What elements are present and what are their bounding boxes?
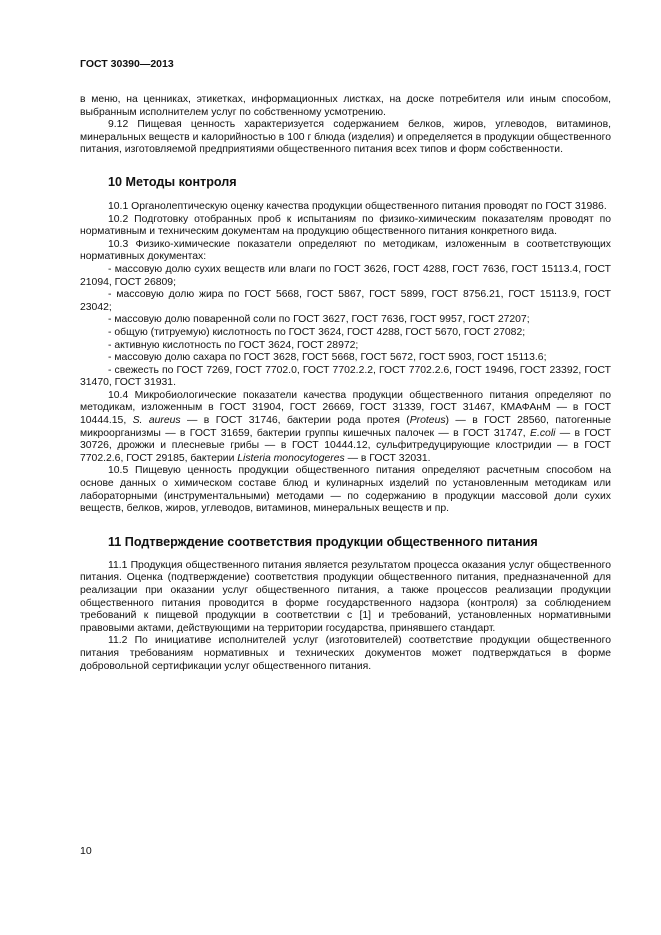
list-item: - свежесть по ГОСТ 7269, ГОСТ 7702.0, ГОСТ 7702.2.2, ГОСТ 7702.2.6, ГОСТ 19496, ГОСТ 23392, ГОСТ 31470, ГОСТ 31931. (80, 364, 611, 389)
paragraph-10-4 (80, 390, 611, 466)
paragraph-9-12: 9.12 Пищевая ценность характеризуется содержанием белков, жиров, углеводов, витаминов, минеральных веществ и калорийностью в 100 г блюда (изделия) и определяется в продукции общественного питания, изготовляемой предприятиями общественного питания всех типов и форм собственности. (80, 119, 611, 156)
list-item: - массовую долю сахара по ГОСТ 3628, ГОСТ 5668, ГОСТ 5672, ГОСТ 5903, ГОСТ 15113.6; (108, 352, 547, 364)
document-header: ГОСТ 30390—2013 (80, 58, 174, 70)
paragraph-10-2: 10.2 Подготовку отобранных проб к испытаниям по физико-химическим показателям проводят по нормативным и техническим документам на продукцию общественного питания конкретного вида. (80, 213, 611, 238)
list-item: - массовую долю жира по ГОСТ 5668, ГОСТ 5867, ГОСТ 5899, ГОСТ 8756.21, ГОСТ 15113.9, ГОСТ 23042; (80, 289, 611, 313)
list-item: - массовую долю сухих веществ или влаги по ГОСТ 3626, ГОСТ 4288, ГОСТ 7636, ГОСТ 15113.4, ГОСТ 21094, ГОСТ 26809; (80, 263, 611, 288)
paragraph-10-1: 10.1 Органолептическую оценку качества продукции общественного питания проводят по ГОСТ 31986. (108, 200, 607, 212)
italic-term: Listeria monocytogeres (237, 452, 345, 464)
text-run: — в ГОСТ 30726, дрожжи и плесневые грибы — в ГОСТ 10444.12, сульфитредуцирующие клостридии — в ГОСТ 7702.2.6, ГОСТ 29185, бактерии (80, 427, 612, 464)
paragraph-11-2: 11.2 По инициативе исполнителей услуг (изготовителей) соответствие продукции общественного питания требованиям нормативных и технических документов может подтверждаться в форме добровольной сертификации услуг общественного питания. (80, 635, 611, 672)
text-run: — в ГОСТ 31746, бактерии рода протея ( (180, 415, 410, 427)
text-run: 10.4 Микробиологические показатели качества продукции общественного питания определяют по методикам, изложенным в ГОСТ 31904, ГОСТ 26669, ГОСТ 31339, ГОСТ 31467, КМАФАнМ — в ГОСТ 10444.15, (80, 389, 611, 427)
italic-term: E.coli (530, 427, 556, 439)
italic-term: Proteus (409, 415, 446, 427)
paragraph-continuation: в меню, на ценниках, этикетках, информационных листках, на доске потребителя или иным способом, выбранным исполнителем услуг по собственному усмотрению. (80, 94, 611, 118)
list-item: - общую (титруемую) кислотность по ГОСТ 3624, ГОСТ 4288, ГОСТ 5670, ГОСТ 27082; (108, 326, 526, 338)
paragraph-10-3: 10.3 Физико-химические показатели определяют по методикам, изложенным в соответствующих нормативных документах: (80, 238, 611, 263)
list-item: - массовую долю поваренной соли по ГОСТ 3627, ГОСТ 7636, ГОСТ 9957, ГОСТ 27207; (108, 314, 530, 326)
paragraph-11-1: 11.1 Продукция общественного питания является результатом процесса оказания услуг общественного питания. Оценка (подтверждение) соответствия продукции общественного питания, предназначенной для реализации при оказании услуг общественного питания, а также процессов реализации продукции общественного питания проводится в форме государственного надзора (контроля) за соблюдением требований к пищевой продукции в соответствии с [1] и требований, установленных нормативными правовыми актами, действующими на территории государства, принявшего стандарт. (80, 559, 611, 634)
section-10-heading: 10 Методы контроля (108, 174, 237, 189)
text-run: ) — в ГОСТ 28560, патогенные микроорганизмы — в ГОСТ 31659, бактерии группы кишечных палочек — в ГОСТ 31747, (80, 415, 611, 439)
paragraph-10-5: 10.5 Пищевую ценность продукции общественного питания определяют расчетным способом на основе данных о химическом составе блюд и кулинарных изделий по установленным методикам или лабораторными (инструментальными) методами — по содержанию в продукции массовой доли сухих веществ, белков, жиров, углеводов, витаминов, минеральных веществ и пр. (80, 465, 611, 515)
italic-term: S. aureus (132, 415, 181, 427)
list-item: - активную кислотность по ГОСТ 3624, ГОСТ 28972; (108, 339, 359, 351)
page-number: 10 (80, 845, 92, 857)
document-body (80, 94, 611, 673)
section-11-heading: 11 Подтверждение соответствия продукции общественного питания (108, 534, 538, 549)
text-run: — в ГОСТ 32031. (344, 452, 431, 464)
